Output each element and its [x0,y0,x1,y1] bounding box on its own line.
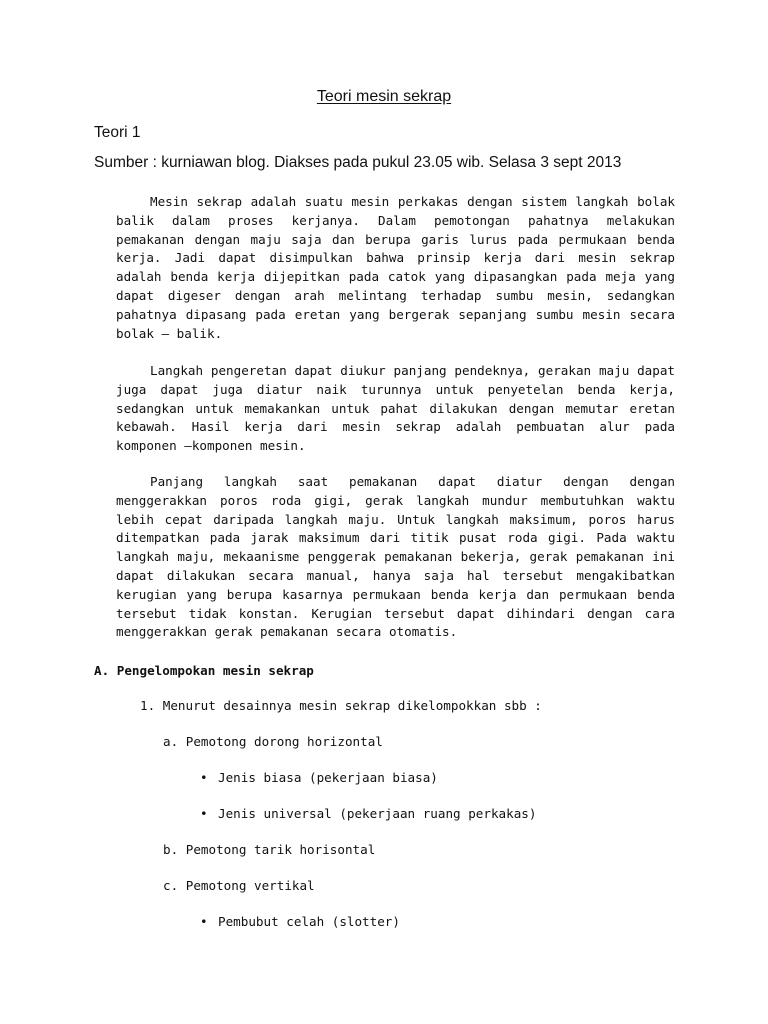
section-heading: A. Pengelompokan mesin sekrap [94,663,314,678]
bullet-icon: • [200,914,208,929]
bullet-icon: • [200,770,208,785]
sub-item-a: a. Pemotong dorong horizontal [163,734,383,749]
bullet-item [200,770,438,785]
bullet-text: Jenis universal (pekerjaan ruang perkakas) [218,806,537,821]
sub-item-b: b. Pemotong tarik horisontal [163,842,376,857]
bullet-text: Jenis biasa (pekerjaan biasa) [218,770,438,785]
list-item-1: 1. Menurut desainnya mesin sekrap dikelompokkan sbb : [140,698,542,713]
theory-label: Teori 1 [94,124,141,141]
bullet-item [200,806,536,821]
bullet-item [200,914,400,929]
bullet-text: Pembubut celah (slotter) [218,914,400,929]
paragraph-3: Panjang langkah saat pemakanan dapat diatur dengan dengan menggerakkan poros roda gigi, gerak langkah mundur membutuhkan waktu lebih cepat daripada langkah maju. Untuk langkah maksimum, poros harus ditempatkan pada jarak maksimum dari titik pusat roda gigi. Pada waktu langkah maju, mekaanisme penggerak pemakanan bekerja, gerak pemakanan ini dapat dilakukan secara manual, hanya saja hal tersebut mengakibatkan kerugian yang berupa kasarnya permukaan benda kerja dan permukaan benda tersebut tidak konstan. Kerugian tersebut dapat dihindari dengan cara menggerakkan gerak pemakanan secara otomatis. [116,474,675,640]
paragraph-2: Langkah pengeretan dapat diukur panjang pendeknya, gerakan maju dapat juga dapat juga diatur naik turunnya untuk penyetelan benda kerja, sedangkan untuk memakankan untuk pahat dilakukan dengan memutar eretan kebawah. Hasil kerja dari mesin sekrap adalah pembuatan alur pada komponen –komponen mesin. [116,363,675,454]
bullet-icon: • [200,806,208,821]
document-title: Teori mesin sekrap [316,88,452,105]
sub-item-c: c. Pemotong vertikal [163,878,315,893]
paragraph-1: Mesin sekrap adalah suatu mesin perkakas dengan sistem langkah bolak balik dalam proses kerjanya. Dalam pemotongan pahatnya melakukan pemakanan dengan maju saja dan berupa garis lurus pada permukaan benda kerja. Jadi dapat disimpulkan bahwa prinsip kerja dari mesin sekrap adalah benda kerja dijepitkan pada catok yang dipasangkan pada meja yang dapat digeser dengan arah melintang terhadap sumbu mesin, sedangkan pahatnya dipasang pada eretan yang bergerak sepanjang sumbu mesin secara bolak – balik. [116,194,675,341]
source-line: Sumber : kurniawan blog. Diakses pada pukul 23.05 wib. Selasa 3 sept 2013 [94,154,622,171]
